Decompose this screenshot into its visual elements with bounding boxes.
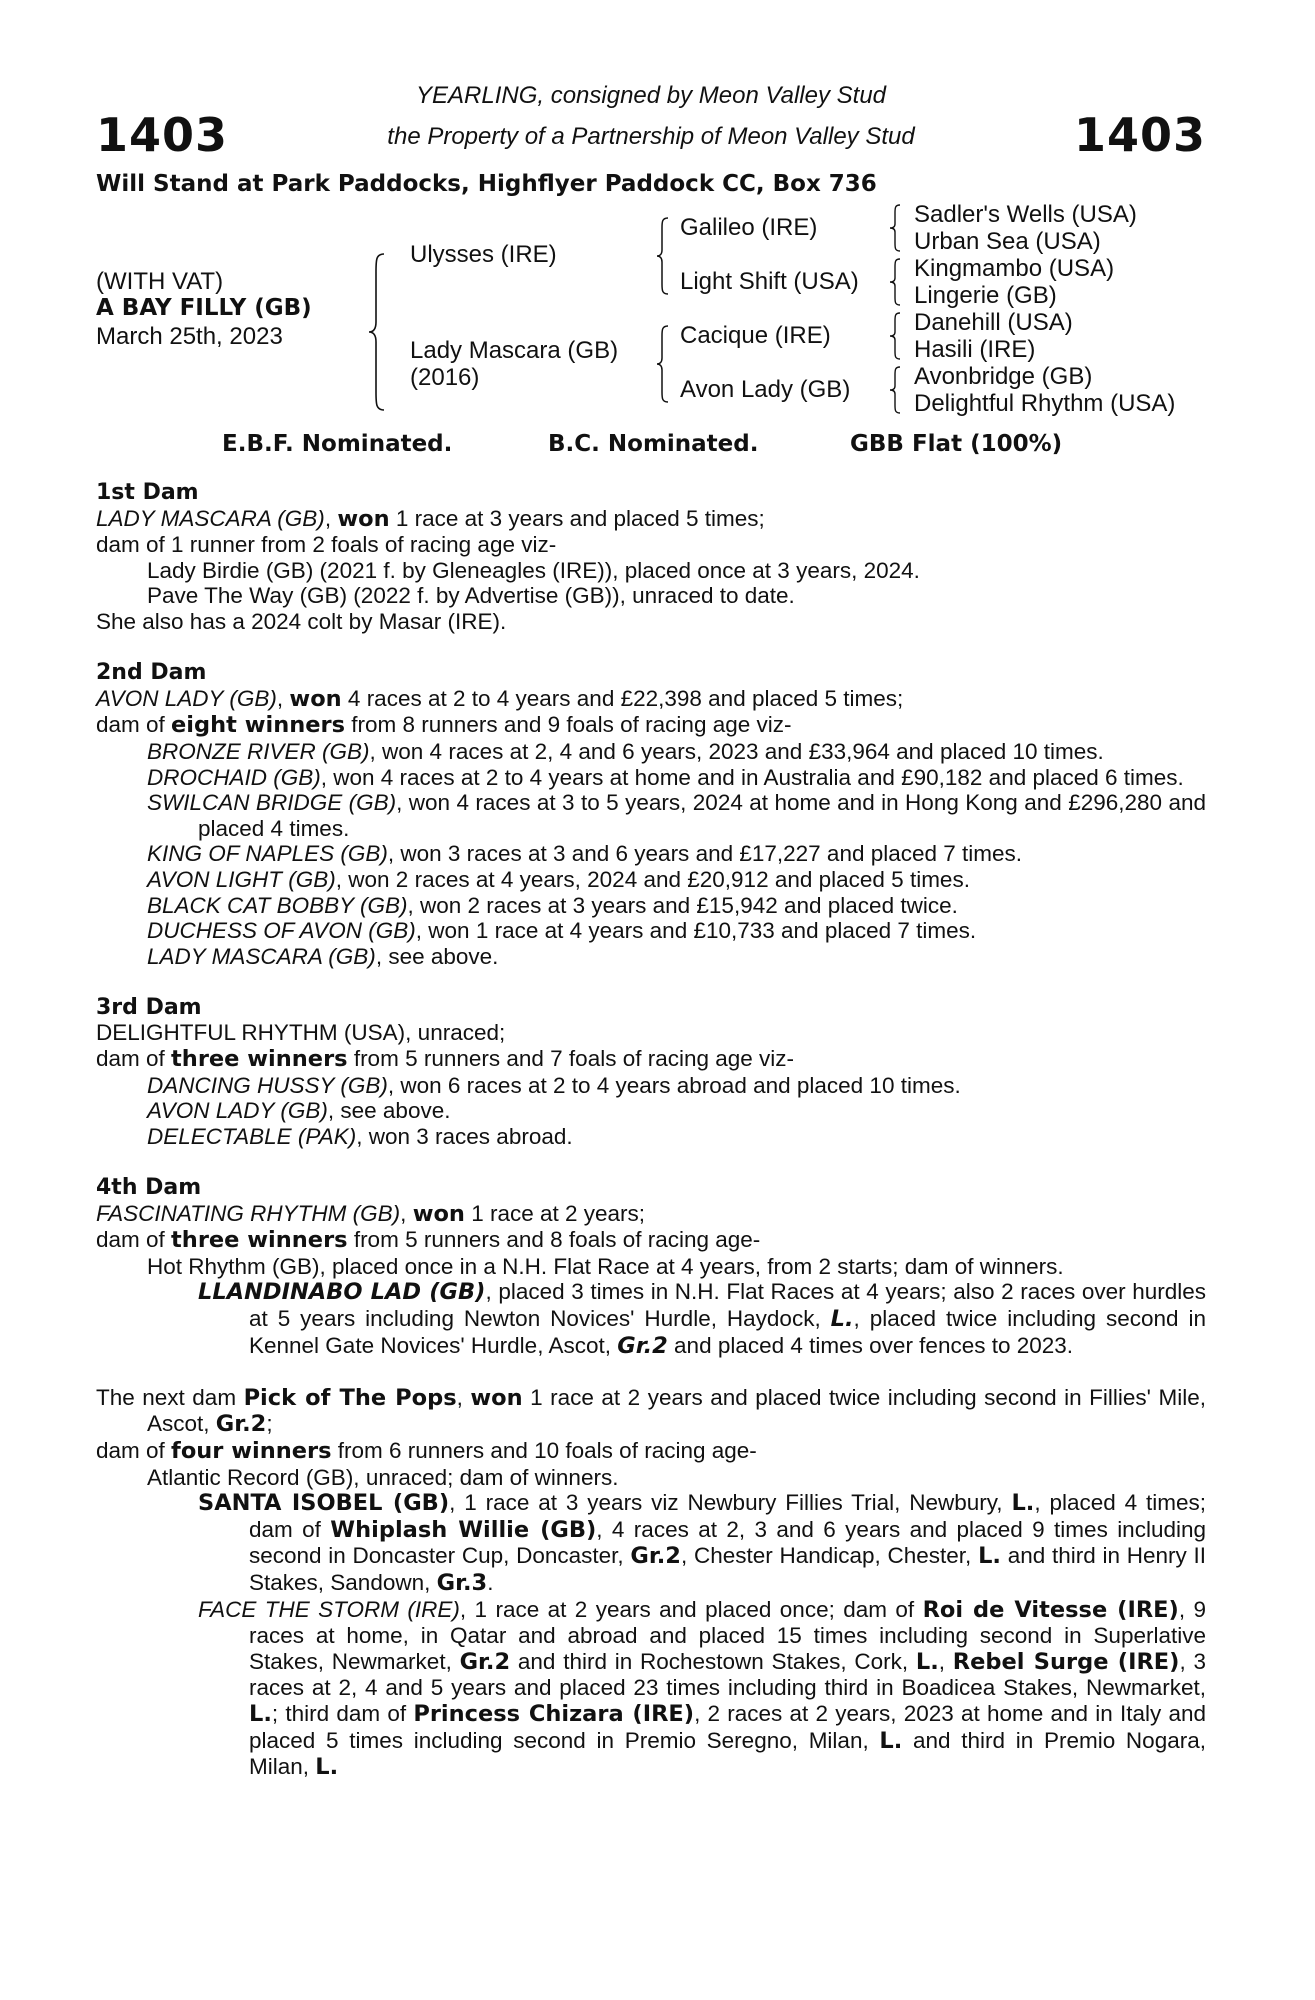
lot-number-right: 1403: [1073, 108, 1206, 162]
lot-number-left: 1403: [96, 108, 229, 162]
produce-entry: AVON LIGHT (GB), won 2 races at 4 years, 2024 and £20,912 and placed 5 times.: [147, 866, 970, 892]
produce-entry: SWILCAN BRIDGE (GB), won 4 races at 3 to 5 years, 2024 at home and in Hong Kong and £296,280 and placed 4 times.: [147, 790, 1207, 841]
sire-brace: [654, 216, 672, 296]
brace-g78: [888, 365, 904, 415]
produce-entry: Atlantic Record (GB), unraced; dam of winners.: [147, 1464, 619, 1490]
brace-g12: [888, 203, 904, 253]
sire-sire: Galileo (IRE): [680, 214, 818, 241]
dam-line: LADY MASCARA (GB), won 1 race at 3 years and placed 5 times;: [96, 505, 765, 532]
produce-summary: dam of three winners from 5 runners and 8 foals of racing age-: [96, 1227, 761, 1254]
produce-entry: LADY MASCARA (GB), see above.: [147, 943, 499, 969]
produce-entry: DANCING HUSSY (GB), won 6 races at 2 to 4 years abroad and placed 10 times.: [147, 1072, 961, 1098]
foaling-date: March 25th, 2023: [96, 323, 283, 350]
horse-name: A BAY FILLY (GB): [96, 295, 312, 321]
produce-entry: DELECTABLE (PAK), won 3 races abroad.: [147, 1123, 573, 1149]
produce-entry: LLANDINABO LAD (GB), placed 3 times in N.H. Flat Races at 4 years; also 2 races over hurdles at 5 years including Newton Novices' Hurdle, Haydock, L., placed twice including second in Kennel Gate Novices' Hurdle, Ascot, Gr.2 and placed 4 times over fences to 2023.: [198, 1279, 1207, 1359]
produce-summary: dam of four winners from 6 runners and 10 foals of racing age-: [96, 1437, 757, 1464]
produce-entry: BLACK CAT BOBBY (GB), won 2 races at 3 years and £15,942 and placed twice.: [147, 892, 958, 918]
brace-g56: [888, 311, 904, 361]
first-dam-section: [96, 480, 1206, 635]
produce-entry: DUCHESS OF AVON (GB), won 1 race at 4 years and £10,733 and placed 7 times.: [147, 918, 977, 944]
pedigree-g3: Kingmambo (USA): [914, 255, 1115, 282]
bc-nomination: B.C. Nominated.: [548, 431, 759, 457]
ebf-nomination: E.B.F. Nominated.: [222, 431, 453, 457]
produce-entry: Pave The Way (GB) (2022 f. by Advertise (GB)), unraced to date.: [147, 583, 795, 609]
sire-dam: Light Shift (USA): [680, 268, 859, 295]
produce-summary: dam of three winners from 5 runners and 7 foals of racing age viz-: [96, 1046, 795, 1073]
produce-entry: KING OF NAPLES (GB), won 3 races at 3 and 6 years and £17,227 and placed 7 times.: [147, 841, 1023, 867]
pedigree-g8: Delightful Rhythm (USA): [914, 390, 1176, 417]
dam-year: (2016): [410, 364, 480, 391]
consignment-line-2: the Property of a Partnership of Meon Valley Stud: [387, 123, 915, 150]
section-heading: 2nd Dam: [96, 660, 207, 686]
sire: Ulysses (IRE): [410, 241, 557, 268]
dam-line: FASCINATING RHYTHM (GB), won 1 race at 2 years;: [96, 1200, 646, 1227]
pedigree-g6: Hasili (IRE): [914, 336, 1036, 363]
produce-summary: dam of eight winners from 8 runners and 9 foals of racing age viz-: [96, 712, 792, 739]
pedigree-g4: Lingerie (GB): [914, 282, 1057, 309]
pedigree-g5: Danehill (USA): [914, 309, 1073, 336]
produce-entry: FACE THE STORM (IRE), 1 race at 2 years and placed once; dam of Roi de Vitesse (IRE), 9 races at home, in Qatar and abroad and placed 15 times including second in Superlative Stakes, Newmarket, Gr.2 and third in Rochestown Stakes, Cork, L., Rebel Surge (IRE), 3 races at 2, 4 and 5 years and placed 23 times including third in Boadicea Stakes, Newmarket, L.; third dam of Princess Chizara (IRE), 2 races at 2 years, 2023 at home and in Italy and placed 5 times including second in Premio Seregno, Milan, L. and third in Premio Nogara, Milan, L.: [198, 1596, 1206, 1781]
produce-record: [96, 480, 1206, 1781]
main-brace: [366, 252, 388, 412]
produce-entry: AVON LADY (GB), see above.: [147, 1098, 451, 1124]
third-dam-section: [96, 995, 1206, 1150]
section-heading: 3rd Dam: [96, 994, 202, 1020]
pedigree-g1: Sadler's Wells (USA): [914, 201, 1137, 228]
produce-entry: SANTA ISOBEL (GB), 1 race at 3 years viz Newbury Fillies Trial, Newbury, L., placed 4 times; dam of Whiplash Willie (GB), 4 races at 2, 3 and 6 years and placed 9 times including second in Doncaster Cup, Doncaster, Gr.2, Chester Handicap, Chester, L. and third in Henry II Stakes, Sandown, Gr.3.: [198, 1490, 1207, 1596]
produce-entry: Hot Rhythm (GB), placed once in a N.H. Flat Race at 4 years, from 2 starts; dam of winners.: [147, 1253, 1064, 1279]
vat-note: (WITH VAT): [96, 268, 224, 295]
next-dam-section: [96, 1385, 1206, 1781]
dam-brace: [654, 324, 672, 404]
produce-entry: Lady Birdie (GB) (2021 f. by Gleneagles (IRE)), placed once at 3 years, 2024.: [147, 557, 920, 583]
section-heading: 4th Dam: [96, 1175, 202, 1201]
dam-line: AVON LADY (GB), won 4 races at 2 to 4 years and £22,398 and placed 5 times;: [96, 685, 904, 712]
stand-location: Will Stand at Park Paddocks, Highflyer Paddock CC, Box 736: [96, 171, 877, 197]
pedigree-g7: Avonbridge (GB): [914, 363, 1093, 390]
pedigree-g2: Urban Sea (USA): [914, 228, 1101, 255]
produce-summary: dam of 1 runner from 2 foals of racing age viz-: [96, 532, 557, 558]
dam-sire: Cacique (IRE): [680, 322, 831, 349]
produce-entry: DROCHAID (GB), won 4 races at 2 to 4 years at home and in Australia and £90,182 and placed 6 times.: [147, 764, 1184, 790]
dam-line: DELIGHTFUL RHYTHM (USA), unraced;: [96, 1020, 506, 1046]
dam: Lady Mascara (GB): [410, 337, 619, 364]
gbb-flat: GBB Flat (100%): [850, 431, 1063, 457]
dam-dam: Avon Lady (GB): [680, 376, 851, 403]
dam-line: The next dam Pick of The Pops, won 1 race at 2 years and placed twice including second in Fillies' Mile, Ascot, Gr.2;: [96, 1384, 1206, 1438]
produce-entry: BRONZE RIVER (GB), won 4 races at 2, 4 and 6 years, 2023 and £33,964 and placed 10 times.: [147, 738, 1104, 764]
fourth-dam-section: [96, 1175, 1206, 1359]
second-dam-section: [96, 660, 1206, 969]
produce-note: She also has a 2024 colt by Masar (IRE).: [96, 608, 507, 634]
section-heading: 1st Dam: [96, 480, 199, 505]
consignment-line-1: YEARLING, consigned by Meon Valley Stud: [415, 82, 887, 109]
brace-g34: [888, 257, 904, 307]
